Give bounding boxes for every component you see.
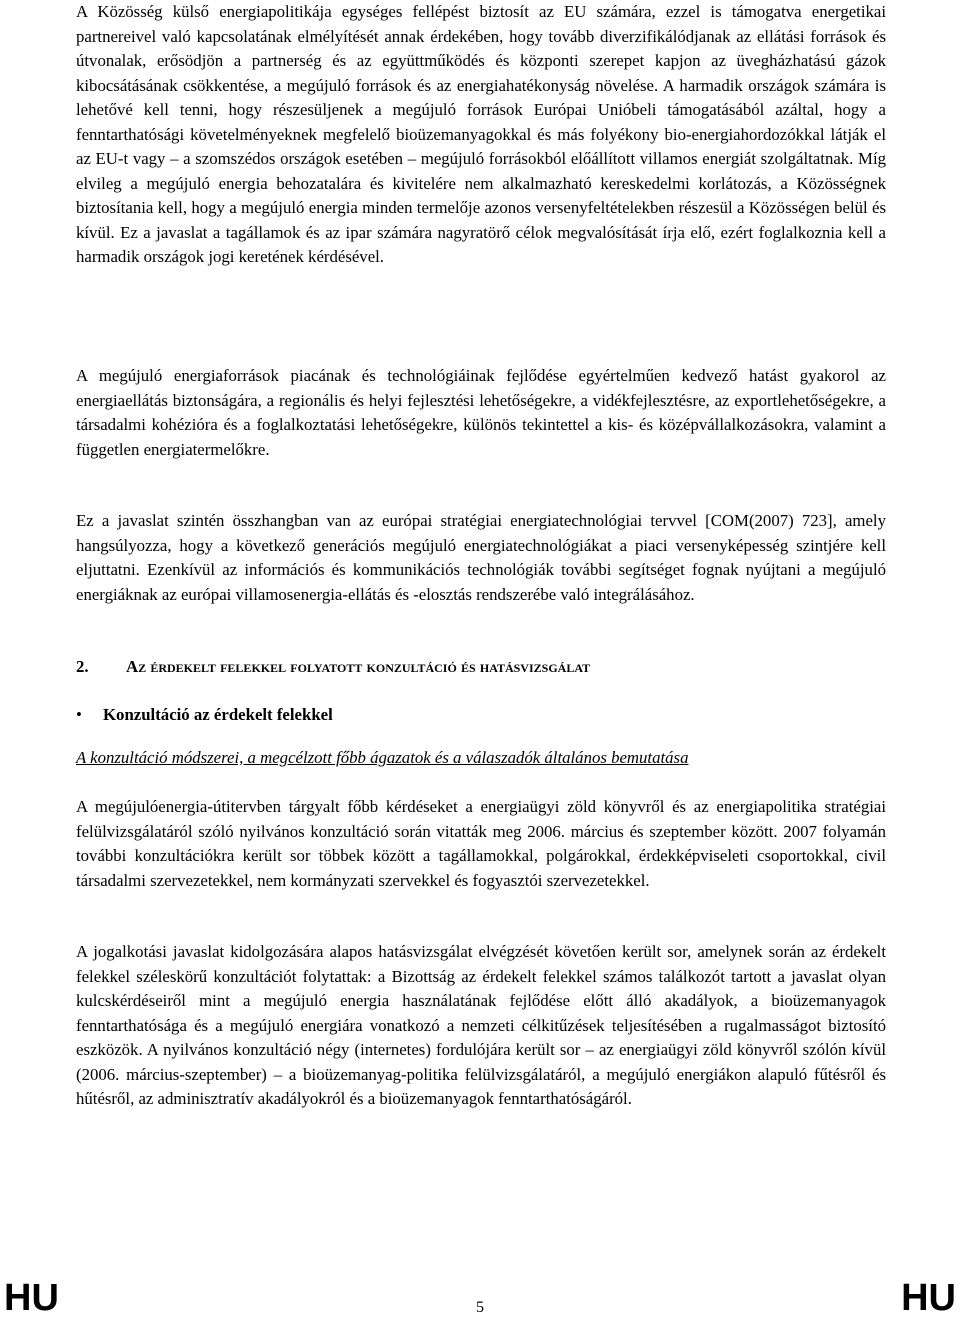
section-title: Az érdekelt felekkel folyatott konzultáció és hatásvizsgálat — [126, 657, 591, 676]
paragraph-consultation-roadmap: A megújulóenergia-útitervben tárgyalt főbb kérdéseket a energiaügyi zöld könyvről és az energiapolitika stratégiai felülvizsgálatáról szóló nyilvános konzultáció során vitatták meg 2006. március és szeptember között. 2007 folyamán további konzultációkra került sor többek között a tagállamokkal, polgárokkal, érdekképviseleti csoportokkal, civil társadalmi szervezetekkel, nem kormányzati szervekkel és fogyasztói szervezetekkel. — [76, 797, 886, 890]
bullet-icon: • — [76, 705, 82, 724]
paragraph-external-energy-policy: A Közösség külső energiapolitikája egységes fellépést biztosít az EU számára, ezzel is támogatva energetikai partnereivel való kapcsolatának elmélyítését annak érdekében, hogy tovább diverzifikálódjanak az ellátási források és útvonalak, erősödjön a partnerség és az együttműködés és központi szerepet kapjon az üvegházhatású gázok kibocsátásának csökkentése, a megújuló források és az energiahatékonyság növelése. A harmadik országok számára is lehetővé kell tenni, hogy részesüljenek a megújuló források Európai Unióbeli támogatásából azáltal, hogy a fenntarthatósági követelményeknek megfelelő bioüzemanyagokkal és más folyékony bio-energiahordozókkal látják el az EU-t vagy – a szomszédos országok esetében – megújuló forrásokból előállított villamos energiát szolgáltatnak. Míg elvileg a megújuló energia behozatalára és kivitelére nem alkalmazható kereskedelmi korlátozás, a Közösségnek biztosítania kell, hogy a megújuló energia minden termelője azonos versenyfeltételekben részesül a Közösségen belül és kívül. Ez a javaslat a tagállamok és az ipar számára nagyratörő célok megvalósítását írja elő, ezért foglalkoznia kell a harmadik országok jogi keretének kérdésével. — [76, 2, 886, 266]
paragraph-impact-assessment: A jogalkotási javaslat kidolgozására alapos hatásvizsgálat elvégzését követően került sor, amelynek során az érdekelt felekkel széleskörű konzultációt folytattak: a Bizottság az érdekelt felekkel számos találkozót tartott a javaslat olyan kulcskérdéseiről mint a megújuló energia használatának fejlődése előtt álló akadályok, a bioüzemanyagok fenntarthatósága és a megújuló energiára vonatkozó a nemzeti célkitűzések teljesítésében a rugalmasságot biztosító eszközök. A nyilvános konzultáció négy (internetes) fordulójára került sor – az energiaügyi zöld könyvről szólón kívül (2006. március-szeptember) – a bioüzemanyag-politika felülvizsgálatáról, a megújuló energiákon alapuló fűtésről és hűtésről, az adminisztratív akadályokról és a bioüzemanyagok fenntarthatóságáról. — [76, 942, 886, 1108]
bullet-text: Konzultáció az érdekelt felekkel — [103, 705, 333, 724]
bullet-item — [76, 703, 333, 727]
footer-language-code-right: HU — [901, 1277, 956, 1319]
page-number: 5 — [476, 1299, 484, 1316]
section-number: 2. — [76, 657, 89, 676]
paragraph-renewable-market-development: A megújuló energiaforrások piacának és technológiáinak fejlődése egyértelműen kedvező hatást gyakorol az energiaellátás biztonságára, a regionális és helyi fejlesztési lehetőségekre, a vidékfejlesztésre, az exportlehetőségekre, a társadalmi kohézióra és a foglalkoztatási lehetőségekre, különös tekintettel a kis- és középvállalkozásokra, valamint a független energiatermelőkre. — [76, 366, 886, 459]
subheading: A konzultáció módszerei, a megcélzott főbb ágazatok és a válaszadók általános bemutatása — [76, 748, 689, 767]
section-heading — [76, 655, 590, 679]
paragraph-strategic-technology-plan: Ez a javaslat szintén összhangban van az európai stratégiai energiatechnológiai tervvel [COM(2007) 723], amely hangsúlyozza, hogy a következő generációs megújuló energiatechnológiákat a piaci versenyképesség szintjére kell eljuttatni. Ezenkívül az információs és kommunikációs technológiák további segítséget fognak nyújtani a megújuló energiáknak az európai villamosenergia-ellátás és -elosztás rendszerébe való integrálásához. — [76, 511, 886, 604]
footer-language-code-left: HU — [4, 1277, 59, 1319]
